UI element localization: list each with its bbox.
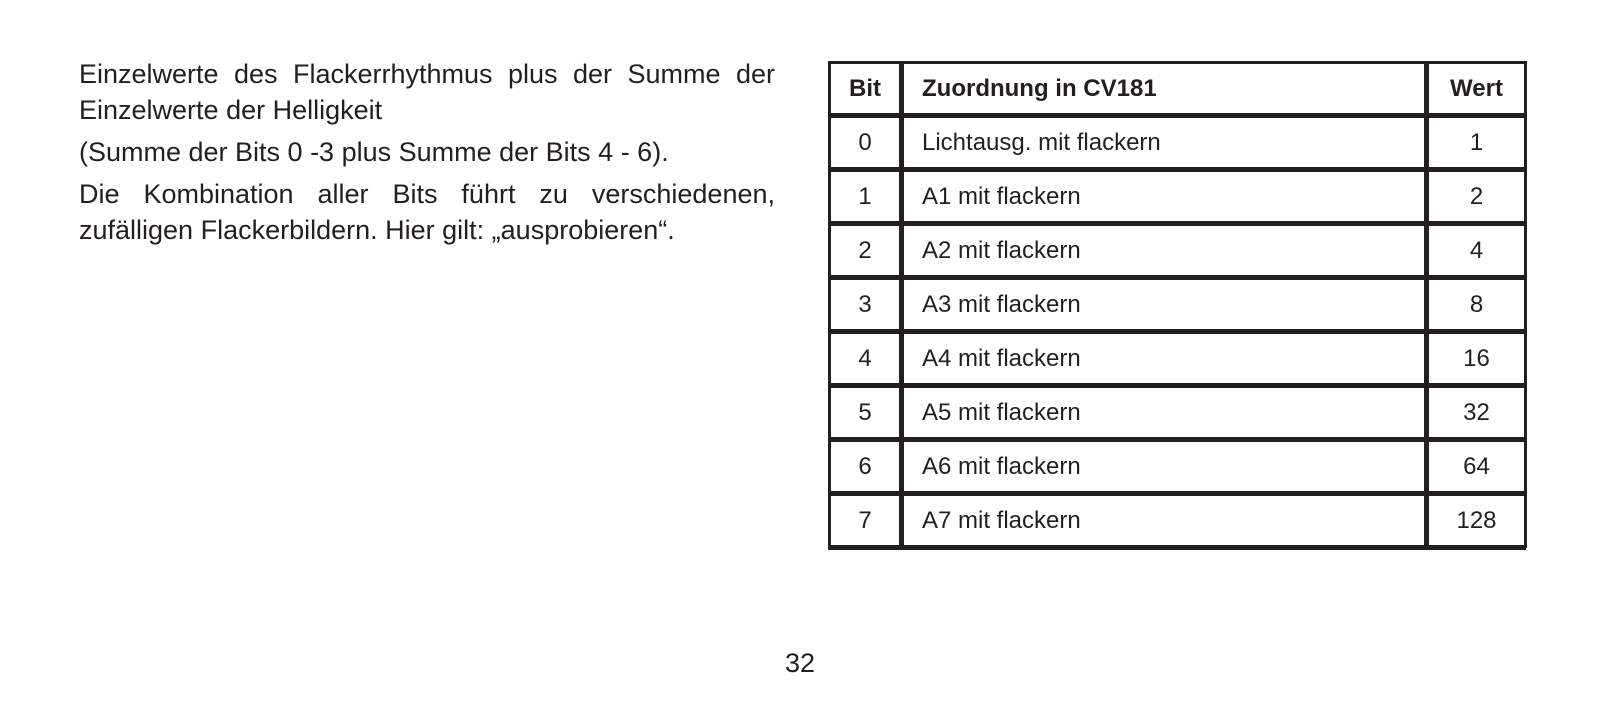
table-row [829,224,1527,278]
table-row [829,440,1527,494]
cell-bit: 1 [829,170,902,224]
table-header-row [829,62,1527,116]
cell-bit: 7 [829,494,902,548]
page-number: 32 [784,648,816,678]
table-row [829,116,1527,170]
cell-zuordnung: A6 mit flackern [902,440,1427,494]
cell-bit: 4 [829,332,902,386]
header-bit: Bit [829,62,902,116]
cell-wert: 32 [1427,386,1527,440]
table-row [829,386,1527,440]
description-text [79,56,775,254]
cell-zuordnung: A2 mit flackern [902,224,1427,278]
table-row [829,170,1527,224]
paragraph-intro: Einzelwerte des Flackerrhythmus plus der Summe der Einzelwerte der Helligkeit [79,59,775,125]
cell-zuordnung: A1 mit flackern [902,170,1427,224]
cell-zuordnung: A5 mit flackern [902,386,1427,440]
cell-zuordnung: A7 mit flackern [902,494,1427,548]
paragraph-combination: Die Kombination aller Bits führt zu verschiedenen, zufälligen Flackerbildern. Hier gilt: „ausprobieren“. [79,179,775,245]
cell-bit: 5 [829,386,902,440]
cell-wert: 1 [1427,116,1527,170]
paragraph-bit-sum: (Summe der Bits 0 -3 plus Summe der Bits 4 - 6). [79,137,669,167]
cell-wert: 16 [1427,332,1527,386]
cell-bit: 6 [829,440,902,494]
cell-wert: 128 [1427,494,1527,548]
cell-bit: 2 [829,224,902,278]
cell-bit: 3 [829,278,902,332]
header-zuordnung: Zuordnung in CV181 [902,62,1427,116]
table-row [829,332,1527,386]
cell-wert: 8 [1427,278,1527,332]
cell-bit: 0 [829,116,902,170]
cell-zuordnung: A4 mit flackern [902,332,1427,386]
cell-wert: 64 [1427,440,1527,494]
header-wert: Wert [1427,62,1527,116]
cell-wert: 2 [1427,170,1527,224]
cell-zuordnung: A3 mit flackern [902,278,1427,332]
cell-zuordnung: Lichtausg. mit flackern [902,116,1427,170]
bit-assignment-table [828,61,1527,548]
table-row [829,494,1527,548]
cell-wert: 4 [1427,224,1527,278]
table-row [829,278,1527,332]
